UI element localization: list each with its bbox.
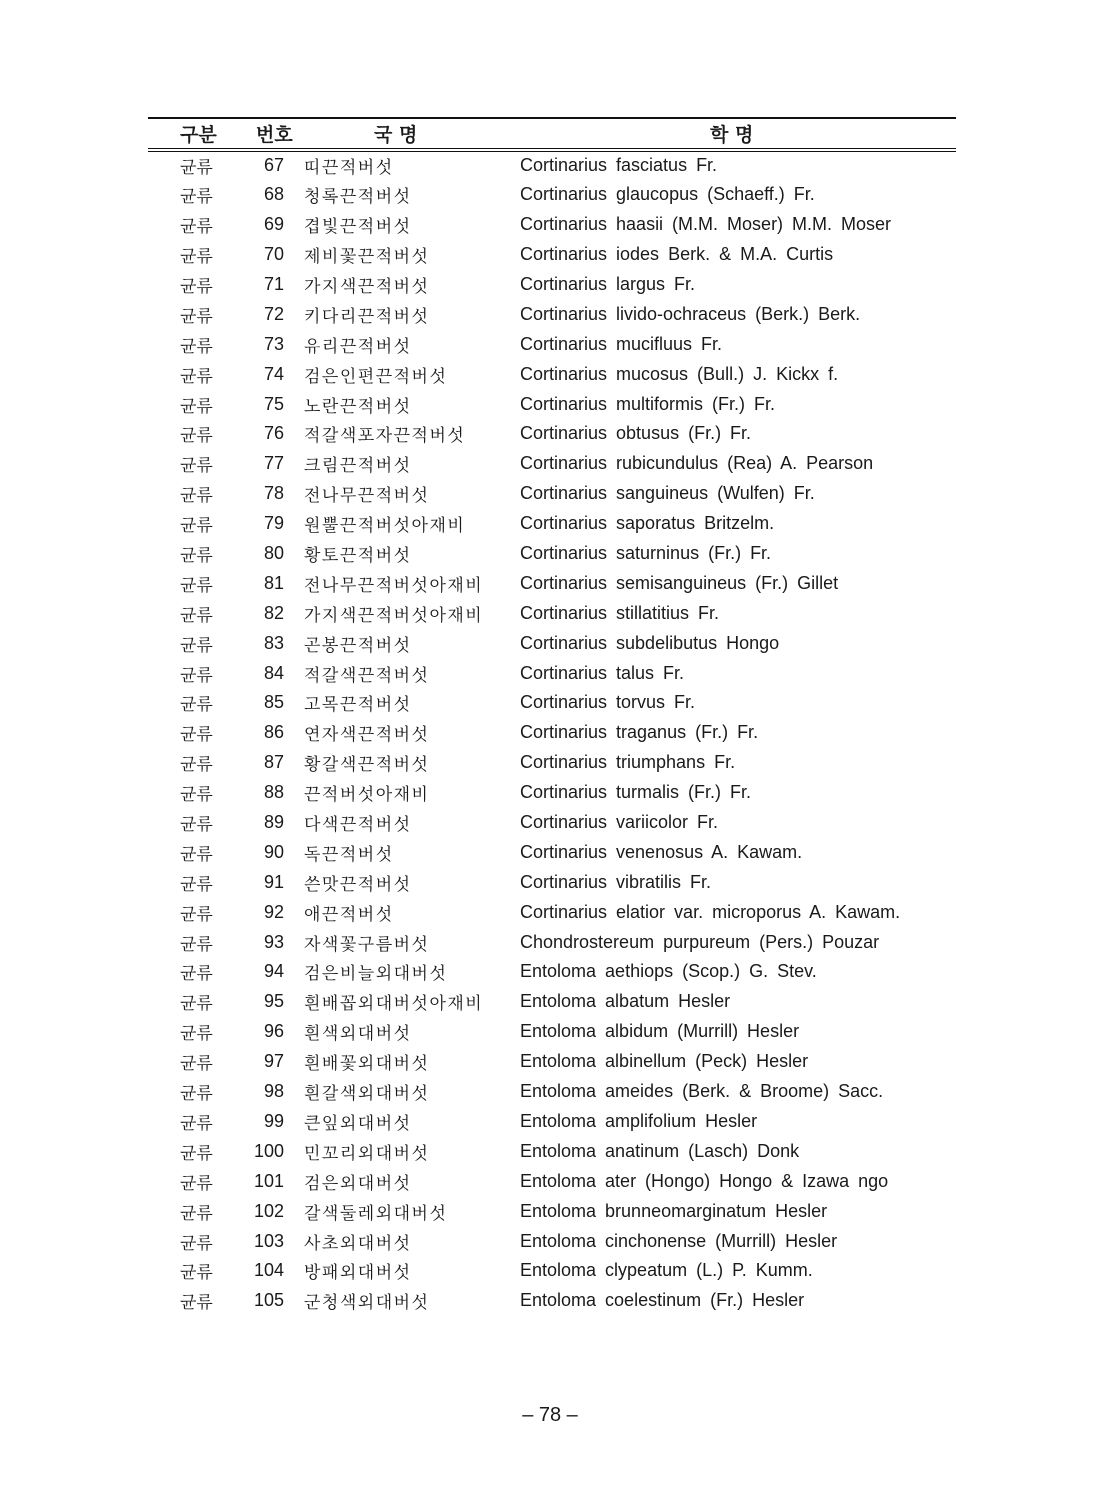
category-cell: 균류 xyxy=(180,247,213,268)
table-row xyxy=(148,299,956,329)
table-row xyxy=(148,389,956,419)
table-row xyxy=(148,778,956,808)
number-cell: 91 xyxy=(263,871,284,892)
number-cell: 76 xyxy=(263,423,284,444)
korean-name-cell: 자색꽃구름버섯 xyxy=(304,934,430,955)
korean-name-cell: 고목끈적버섯 xyxy=(304,695,412,716)
table-row xyxy=(148,718,956,748)
scientific-name-cell: Entoloma anatinum (Lasch) Donk xyxy=(520,1140,800,1161)
scientific-name-cell: Entoloma albidum (Murrill) Hesler xyxy=(520,1021,800,1042)
number-cell: 103 xyxy=(253,1230,284,1251)
number-cell: 85 xyxy=(263,692,284,713)
number-cell: 79 xyxy=(263,513,284,534)
scientific-name-cell: Entoloma coelestinum (Fr.) Hesler xyxy=(520,1290,805,1311)
table-row xyxy=(148,240,956,270)
korean-name-cell: 검은외대버섯 xyxy=(304,1173,412,1194)
table-row xyxy=(148,150,956,180)
number-cell: 93 xyxy=(263,931,284,952)
korean-name-cell: 크림끈적버섯 xyxy=(304,456,412,477)
korean-name-cell: 가지색끈적버섯아재비 xyxy=(304,605,484,626)
category-cell: 균류 xyxy=(180,1024,213,1045)
table-row xyxy=(148,1196,956,1226)
table-row xyxy=(148,1136,956,1166)
number-cell: 71 xyxy=(263,274,284,294)
korean-name-cell: 흰갈색외대버섯 xyxy=(304,1084,430,1105)
category-cell: 균류 xyxy=(180,426,213,447)
korean-name-cell: 황갈색끈적버섯 xyxy=(304,755,430,776)
category-cell: 균류 xyxy=(180,1084,213,1105)
scientific-name-cell: Cortinarius saturninus (Fr.) Fr. xyxy=(520,543,772,564)
header-row xyxy=(148,118,956,150)
number-cell: 82 xyxy=(263,602,284,623)
category-cell: 균류 xyxy=(180,785,213,806)
category-cell: 균류 xyxy=(180,1293,213,1314)
scientific-name-cell: Cortinarius glaucopus (Schaeff.) Fr. xyxy=(520,184,815,205)
category-cell: 균류 xyxy=(180,934,213,955)
number-cell: 80 xyxy=(263,543,284,564)
category-cell: 균류 xyxy=(180,1233,213,1254)
scientific-name-cell: Cortinarius vibratilis Fr. xyxy=(520,871,712,892)
scientific-name-cell: Cortinarius multiformis (Fr.) Fr. xyxy=(520,393,776,414)
table-row xyxy=(148,1047,956,1077)
scientific-name-cell: Cortinarius variicolor Fr. xyxy=(520,812,719,833)
korean-name-cell: 전나무끈적버섯아재비 xyxy=(304,575,484,596)
table-row xyxy=(148,419,956,449)
table-body xyxy=(148,150,956,1316)
korean-name-cell: 키다리끈적버섯 xyxy=(304,306,430,327)
category-cell: 균류 xyxy=(180,1203,213,1224)
category-cell: 균류 xyxy=(180,665,213,686)
category-cell: 균류 xyxy=(180,1173,213,1194)
scientific-name-cell: Cortinarius largus Fr. xyxy=(520,274,696,294)
korean-name-cell: 겹빛끈적버섯 xyxy=(304,217,412,238)
scientific-name-cell: Cortinarius subdelibutus Hongo xyxy=(520,632,780,653)
korean-name-cell: 사초외대버섯 xyxy=(304,1233,412,1254)
category-cell: 균류 xyxy=(180,456,213,477)
category-cell: 균류 xyxy=(180,187,213,208)
category-cell: 균류 xyxy=(180,336,213,357)
table-row xyxy=(148,1166,956,1196)
number-cell: 69 xyxy=(263,214,284,235)
category-cell: 균류 xyxy=(180,277,213,297)
table-row xyxy=(148,539,956,569)
table-row xyxy=(148,598,956,628)
korean-name-cell: 띠끈적버섯 xyxy=(304,158,394,179)
scientific-name-cell: Entoloma ater (Hongo) Hongo & Izawa ngo xyxy=(520,1170,889,1191)
table-row xyxy=(148,1256,956,1286)
number-cell: 99 xyxy=(263,1110,284,1131)
scientific-name-cell: Entoloma amplifolium Hesler xyxy=(520,1110,758,1131)
number-cell: 97 xyxy=(263,1051,284,1072)
header-korean-name: 국 명 xyxy=(298,118,520,150)
korean-name-cell: 제비꽃끈적버섯 xyxy=(304,247,430,268)
category-cell: 균류 xyxy=(180,725,213,746)
category-cell: 균류 xyxy=(180,1113,213,1134)
table-row xyxy=(148,688,956,718)
scientific-name-cell: Cortinarius semisanguineus (Fr.) Gillet xyxy=(520,572,839,593)
scientific-name-cell: Entoloma aethiops (Scop.) G. Stev. xyxy=(520,961,817,982)
header-category: 구분 xyxy=(148,118,248,150)
category-cell: 균류 xyxy=(180,516,213,537)
korean-name-cell: 검은인편끈적버섯 xyxy=(304,366,448,387)
table-row xyxy=(148,987,956,1017)
number-cell: 90 xyxy=(263,841,284,862)
number-cell: 70 xyxy=(263,244,284,265)
table-row xyxy=(148,658,956,688)
scientific-name-cell: Entoloma cinchonense (Murrill) Hesler xyxy=(520,1230,838,1251)
category-cell: 균류 xyxy=(180,635,213,656)
scientific-name-cell: Cortinarius triumphans Fr. xyxy=(520,752,736,773)
table-row xyxy=(148,808,956,838)
category-cell: 균류 xyxy=(180,605,213,626)
header-scientific-name: 학 명 xyxy=(520,118,956,150)
scientific-name-cell: Cortinarius fasciatus Fr. xyxy=(520,155,718,176)
number-cell: 101 xyxy=(253,1170,284,1191)
korean-name-cell: 흰배꽃외대버섯 xyxy=(304,1054,430,1075)
number-cell: 95 xyxy=(263,991,284,1012)
scientific-name-cell: Cortinarius elatior var. microporus A. Kawam. xyxy=(520,901,901,922)
number-cell: 88 xyxy=(263,782,284,803)
number-cell: 84 xyxy=(263,662,284,683)
table-row xyxy=(148,180,956,210)
category-cell: 균류 xyxy=(180,575,213,596)
category-cell: 균류 xyxy=(180,1263,213,1284)
scientific-name-cell: Entoloma ameides (Berk. & Broome) Sacc. xyxy=(520,1081,884,1102)
korean-name-cell: 끈적버섯아재비 xyxy=(304,785,430,806)
category-cell: 균류 xyxy=(180,486,213,507)
category-cell: 균류 xyxy=(180,964,213,985)
scientific-name-cell: Cortinarius mucifluus Fr. xyxy=(520,333,723,354)
scientific-name-cell: Entoloma albatum Hesler xyxy=(520,991,731,1012)
korean-name-cell: 군청색외대버섯 xyxy=(304,1293,430,1314)
korean-name-cell: 검은비늘외대버섯 xyxy=(304,964,448,985)
korean-name-cell: 유리끈적버섯 xyxy=(304,336,412,357)
korean-name-cell: 황토끈적버섯 xyxy=(304,546,412,567)
number-cell: 77 xyxy=(263,453,284,474)
number-cell: 98 xyxy=(263,1081,284,1102)
korean-name-cell: 청록끈적버섯 xyxy=(304,187,412,208)
number-cell: 83 xyxy=(263,632,284,653)
number-cell: 96 xyxy=(263,1021,284,1042)
table-row xyxy=(148,479,956,509)
number-cell: 81 xyxy=(263,572,284,593)
korean-name-cell: 갈색둘레외대버섯 xyxy=(304,1203,448,1224)
scientific-name-cell: Entoloma albinellum (Peck) Hesler xyxy=(520,1051,809,1072)
number-cell: 92 xyxy=(263,901,284,922)
table-row xyxy=(148,628,956,658)
scientific-name-cell: Cortinarius saporatus Britzelm. xyxy=(520,513,775,534)
category-cell: 균류 xyxy=(180,1054,213,1075)
scientific-name-cell: Cortinarius rubicundulus (Rea) A. Pearson xyxy=(520,453,874,474)
number-cell: 86 xyxy=(263,722,284,743)
category-cell: 균류 xyxy=(180,217,213,238)
number-cell: 67 xyxy=(263,155,284,176)
korean-name-cell: 노란끈적버섯 xyxy=(304,396,412,417)
category-cell: 균류 xyxy=(180,396,213,417)
number-cell: 105 xyxy=(253,1290,284,1311)
scientific-name-cell: Cortinarius turmalis (Fr.) Fr. xyxy=(520,782,752,803)
table-row xyxy=(148,568,956,598)
korean-name-cell: 다색끈적버섯 xyxy=(304,815,412,836)
scientific-name-cell: Cortinarius stillatitius Fr. xyxy=(520,602,720,623)
page-number: – 78 – xyxy=(522,1404,578,1426)
korean-name-cell: 애끈적버섯 xyxy=(304,904,394,925)
scientific-name-cell: Cortinarius obtusus (Fr.) Fr. xyxy=(520,423,752,444)
scientific-name-cell: Entoloma clypeatum (L.) P. Kumm. xyxy=(520,1260,813,1281)
korean-name-cell: 가지색끈적버섯 xyxy=(304,277,430,297)
number-cell: 78 xyxy=(263,483,284,504)
species-table xyxy=(148,117,956,1316)
scientific-name-cell: Cortinarius iodes Berk. & M.A. Curtis xyxy=(520,244,834,265)
korean-name-cell: 독끈적버섯 xyxy=(304,844,394,865)
scientific-name-cell: Cortinarius venenosus A. Kawam. xyxy=(520,841,803,862)
table-row xyxy=(148,837,956,867)
table-row xyxy=(148,1077,956,1107)
scientific-name-cell: Cortinarius livido-ochraceus (Berk.) Berk. xyxy=(520,303,861,324)
korean-name-cell: 적갈색끈적버섯 xyxy=(304,665,430,686)
category-cell: 균류 xyxy=(180,306,213,327)
category-cell: 균류 xyxy=(180,1143,213,1164)
number-cell: 87 xyxy=(263,752,284,773)
korean-name-cell: 흰배꼽외대버섯아재비 xyxy=(304,994,484,1015)
scientific-name-cell: Cortinarius haasii (M.M. Moser) M.M. Moser xyxy=(520,214,892,235)
korean-name-cell: 적갈색포자끈적버섯 xyxy=(304,426,466,447)
category-cell: 균류 xyxy=(180,994,213,1015)
number-cell: 100 xyxy=(253,1140,284,1161)
header-number: 번호 xyxy=(248,118,298,150)
number-cell: 68 xyxy=(263,184,284,205)
table-row xyxy=(148,1226,956,1256)
table-row xyxy=(148,1017,956,1047)
number-cell: 73 xyxy=(263,333,284,354)
number-cell: 75 xyxy=(263,393,284,414)
korean-name-cell: 쓴맛끈적버섯 xyxy=(304,874,412,895)
table-row xyxy=(148,329,956,359)
number-cell: 89 xyxy=(263,812,284,833)
category-cell: 균류 xyxy=(180,844,213,865)
korean-name-cell: 연자색끈적버섯 xyxy=(304,725,430,746)
scientific-name-cell: Cortinarius torvus Fr. xyxy=(520,692,696,713)
table-row xyxy=(148,957,956,987)
number-cell: 94 xyxy=(263,961,284,982)
table-header xyxy=(148,118,956,150)
category-cell: 균류 xyxy=(180,815,213,836)
table-row xyxy=(148,210,956,240)
category-cell: 균류 xyxy=(180,874,213,895)
category-cell: 균류 xyxy=(180,546,213,567)
korean-name-cell: 곤봉끈적버섯 xyxy=(304,635,412,656)
korean-name-cell: 방패외대버섯 xyxy=(304,1263,412,1284)
number-cell: 74 xyxy=(263,363,284,384)
table-row xyxy=(148,897,956,927)
category-cell: 균류 xyxy=(180,158,213,179)
number-cell: 104 xyxy=(253,1260,284,1281)
table-row xyxy=(148,449,956,479)
table-row xyxy=(148,748,956,778)
korean-name-cell: 흰색외대버섯 xyxy=(304,1024,412,1045)
table-row xyxy=(148,927,956,957)
table-row xyxy=(148,270,956,300)
table-row xyxy=(148,359,956,389)
scientific-name-cell: Cortinarius traganus (Fr.) Fr. xyxy=(520,722,759,743)
category-cell: 균류 xyxy=(180,755,213,776)
category-cell: 균류 xyxy=(180,695,213,716)
table-row xyxy=(148,867,956,897)
scientific-name-cell: Cortinarius sanguineus (Wulfen) Fr. xyxy=(520,483,815,504)
table-row xyxy=(148,1107,956,1137)
table-row xyxy=(148,1286,956,1316)
category-cell: 균류 xyxy=(180,904,213,925)
korean-name-cell: 원뿔끈적버섯아재비 xyxy=(304,516,466,537)
number-cell: 72 xyxy=(263,303,284,324)
scientific-name-cell: Chondrostereum purpureum (Pers.) Pouzar xyxy=(520,931,880,952)
scientific-name-cell: Entoloma brunneomarginatum Hesler xyxy=(520,1200,828,1221)
category-cell: 균류 xyxy=(180,366,213,387)
scientific-name-cell: Cortinarius talus Fr. xyxy=(520,662,685,683)
table-row xyxy=(148,509,956,539)
korean-name-cell: 큰잎외대버섯 xyxy=(304,1113,412,1134)
korean-name-cell: 민꼬리외대버섯 xyxy=(304,1143,430,1164)
number-cell: 102 xyxy=(253,1200,284,1221)
scientific-name-cell: Cortinarius mucosus (Bull.) J. Kickx f. xyxy=(520,363,839,384)
korean-name-cell: 전나무끈적버섯 xyxy=(304,486,430,507)
